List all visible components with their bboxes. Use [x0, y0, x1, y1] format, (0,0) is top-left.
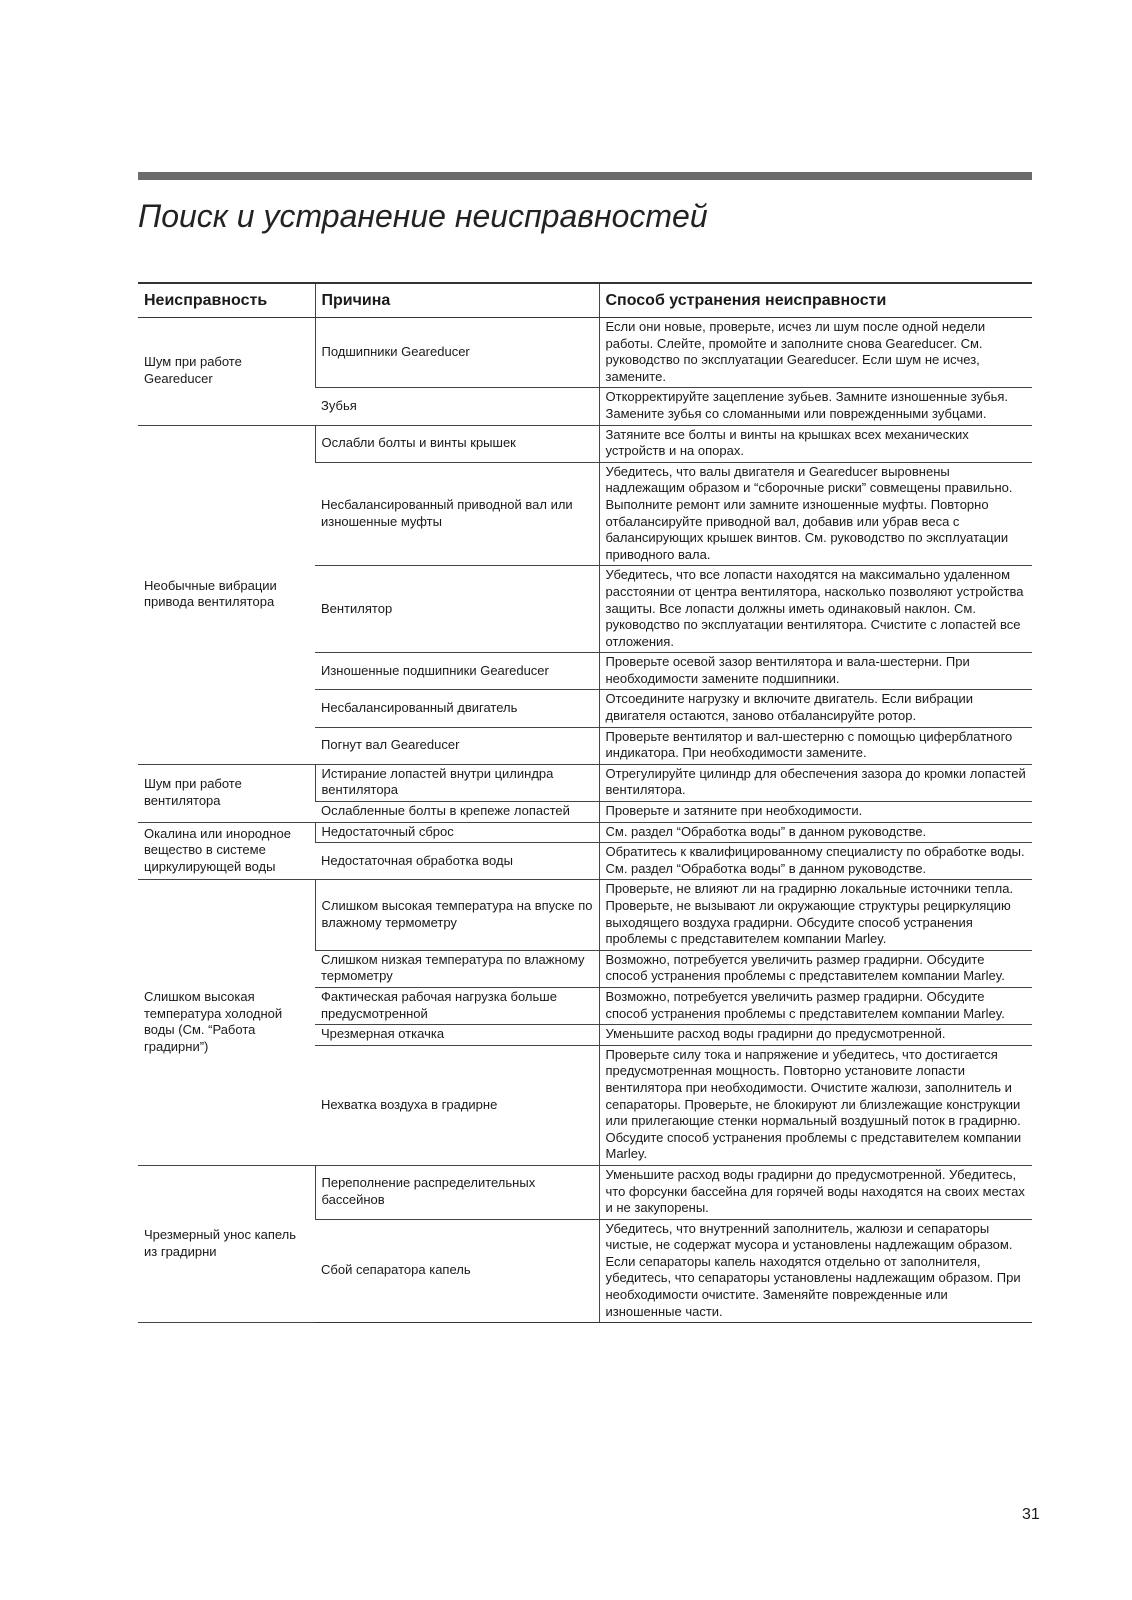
remedy-cell: Убедитесь, что внутренний заполнитель, жалюзи и сепараторы чистые, не содержат мусора и установлены надлежащим образом. Если сепараторы капель находятся отдельно от заполнителя, убедитесь, что сепараторы установлены надлежащим образом. При необходимости очистите. Заменяйте поврежденные или изношенные части. [599, 1219, 1032, 1323]
remedy-cell: Уменьшите расход воды градирни до предусмотренной. [599, 1025, 1032, 1046]
remedy-cell: Проверьте силу тока и напряжение и убедитесь, что достигается предусмотренная мощность. Повторно установите лопасти вентилятора при необходимости. Очистите жалюзи, заполнитель и сепараторы. Проверьте, не блокируют ли близлежащие конструкции или прилегающие стенки нормальный воздушный поток в градирню. Обсудите способ устранения проблемы с представителем компании Marley. [599, 1045, 1032, 1165]
top-rule [138, 172, 1032, 180]
remedy-cell: Отсоедините нагрузку и включите двигатель. Если вибрации двигателя остаются, заново отбалансируйте ротор. [599, 690, 1032, 727]
remedy-cell: Убедитесь, что валы двигателя и Geareducer выровнены надлежащим образом и “сборочные риски” совмещены правильно. Выполните ремонт или замните изношенные муфты. Повторно отбалансируйте приводной вал, добавив или убрав веса с балансирующих крышек винтов. См. руководство по эксплуатации приводного вала. [599, 462, 1032, 566]
fault-cell: Шум при работе Geareducer [138, 318, 315, 426]
remedy-cell: Проверьте вентилятор и вал-шестерню с помощью циферблатного индикатора. При необходимости замените. [599, 727, 1032, 764]
table-header-row [138, 283, 1032, 318]
page-title: Поиск и устранение неисправностей [138, 198, 708, 234]
cause-cell: Слишком низкая температура по влажному термометру [315, 950, 599, 987]
header-remedy: Способ устранения неисправности [599, 283, 1032, 318]
cause-cell: Нехватка воздуха в градирне [315, 1045, 599, 1165]
cause-cell: Несбалансированный приводной вал или изношенные муфты [315, 462, 599, 566]
fault-cell: Окалина или инородное вещество в системе циркулирующей воды [138, 822, 315, 880]
table-body [138, 318, 1032, 1323]
fault-cell: Чрезмерный унос капель из градирни [138, 1165, 315, 1322]
fault-cell: Необычные вибрации привода вентилятора [138, 425, 315, 764]
table-row [138, 425, 1032, 462]
troubleshooting-table [138, 282, 1032, 1323]
remedy-cell: Проверьте осевой зазор вентилятора и вала-шестерни. При необходимости замените подшипники. [599, 653, 1032, 690]
cause-cell: Погнут вал Geareducer [315, 727, 599, 764]
cause-cell: Недостаточный сброс [315, 822, 599, 843]
remedy-cell: Убедитесь, что все лопасти находятся на максимально удаленном расстоянии от центра вентилятора, насколько позволяют устройства защиты. Все лопасти должны иметь одинаковый наклон. См. руководство по эксплуатации вентилятора. Счистите с лопастей все отложения. [599, 566, 1032, 653]
remedy-cell: Затяните все болты и винты на крышках всех механических устройств и на опорах. [599, 425, 1032, 462]
fault-cell: Слишком высокая температура холодной воды (См. “Работа градирни”) [138, 880, 315, 1166]
cause-cell: Изношенные подшипники Geareducer [315, 653, 599, 690]
table-row [138, 1165, 1032, 1219]
remedy-cell: См. раздел “Обработка воды” в данном руководстве. [599, 822, 1032, 843]
cause-cell: Переполнение распределительных бассейнов [315, 1165, 599, 1219]
header-cause: Причина [315, 283, 599, 318]
cause-cell: Ослабли болты и винты крышек [315, 425, 599, 462]
cause-cell: Зубья [315, 388, 599, 425]
remedy-cell: Проверьте, не влияют ли на градирню локальные источники тепла. Проверьте, не вызывают ли окружающие структуры рециркуляцию выходящего воздуха градирни. Обсудите способ устранения проблемы с представителем компании Marley. [599, 880, 1032, 950]
cause-cell: Недостаточная обработка воды [315, 843, 599, 880]
cause-cell: Подшипники Geareducer [315, 318, 599, 388]
remedy-cell: Обратитесь к квалифицированному специалисту по обработке воды. См. раздел “Обработка воды” в данном руководстве. [599, 843, 1032, 880]
remedy-cell: Уменьшите расход воды градирни до предусмотренной. Убедитесь, что форсунки бассейна для горячей воды находятся на своих местах и не закупорены. [599, 1165, 1032, 1219]
table-row [138, 764, 1032, 801]
remedy-cell: Отрегулируйте цилиндр для обеспечения зазора до кромки лопастей вентилятора. [599, 764, 1032, 801]
table-row [138, 318, 1032, 388]
cause-cell: Сбой сепаратора капель [315, 1219, 599, 1323]
remedy-cell: Возможно, потребуется увеличить размер градирни. Обсудите способ устранения проблемы с представителем компании Marley. [599, 987, 1032, 1024]
cause-cell: Чрезмерная откачка [315, 1025, 599, 1046]
cause-cell: Несбалансированный двигатель [315, 690, 599, 727]
remedy-cell: Возможно, потребуется увеличить размер градирни. Обсудите способ устранения проблемы с представителем компании Marley. [599, 950, 1032, 987]
table-row [138, 822, 1032, 843]
remedy-cell: Откорректируйте зацепление зубьев. Замните изношенные зубья. Замените зубья со сломанными или поврежденными зубцами. [599, 388, 1032, 425]
fault-cell: Шум при работе вентилятора [138, 764, 315, 822]
cause-cell: Истирание лопастей внутри цилиндра вентилятора [315, 764, 599, 801]
remedy-cell: Если они новые, проверьте, исчез ли шум после одной недели работы. Слейте, промойте и заполните снова Geareducer. См. руководство по эксплуатации Geareducer. Если шум не исчез, замените. [599, 318, 1032, 388]
cause-cell: Фактическая рабочая нагрузка больше предусмотренной [315, 987, 599, 1024]
table-row [138, 880, 1032, 950]
cause-cell: Вентилятор [315, 566, 599, 653]
remedy-cell: Проверьте и затяните при необходимости. [599, 802, 1032, 823]
cause-cell: Слишком высокая температура на впуске по влажному термометру [315, 880, 599, 950]
page-number: 31 [1022, 1506, 1040, 1523]
header-fault: Неисправность [138, 283, 315, 318]
cause-cell: Ослабленные болты в крепеже лопастей [315, 802, 599, 823]
